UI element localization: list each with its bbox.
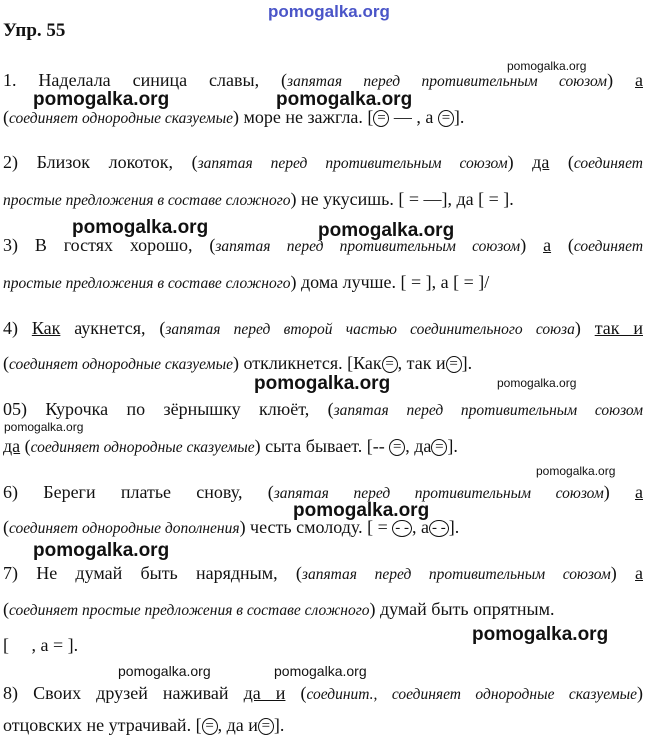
predicate-circle: = bbox=[382, 356, 398, 373]
predicate-circle: = bbox=[373, 110, 389, 127]
watermark: pomogalka.org bbox=[276, 89, 413, 110]
comment: соединяет однородные сказуемые bbox=[9, 110, 233, 127]
watermark: pomogalka.org bbox=[118, 663, 211, 679]
watermark: pomogalka.org bbox=[318, 220, 455, 241]
item-3-line-1: 3) В гостях хорошо, (запятая перед противительным союзом) а (соединяет bbox=[3, 235, 643, 255]
watermark: pomogalka.org bbox=[497, 376, 577, 390]
watermark: pomogalka.org bbox=[254, 373, 391, 394]
conjunction: а bbox=[635, 563, 643, 583]
object-circle: - - bbox=[392, 520, 412, 537]
item-2-line-2: простые предложения в составе сложного) не укусишь. [ = —], да [ = ]. bbox=[3, 189, 514, 209]
conjunction: да и bbox=[243, 683, 286, 703]
object-circle: - - bbox=[429, 520, 449, 537]
predicate-circle: = bbox=[431, 439, 447, 456]
comment: соединяет bbox=[573, 238, 643, 255]
comment: запятая перед второй частью соединительного союза bbox=[165, 321, 575, 338]
watermark: pomogalka.org bbox=[293, 500, 430, 521]
conjunction: да bbox=[532, 152, 550, 172]
watermark: pomogalka.org bbox=[536, 464, 616, 478]
conjunction: а bbox=[635, 482, 643, 502]
comment: соединяет однородные дополнения bbox=[9, 520, 240, 537]
item-5-line-1: 05) Курочка по зёрнышку клюёт, (запятая перед противительным союзом bbox=[3, 399, 643, 419]
conjunction: а bbox=[635, 70, 643, 90]
watermark: pomogalka.org bbox=[507, 59, 587, 73]
item-3-line-2: простые предложения в составе сложного) дома лучше. [ = ], а [ = ]/ bbox=[3, 272, 490, 292]
conjunction: так и bbox=[594, 318, 643, 338]
watermark-top[interactable]: pomogalka.org bbox=[268, 2, 390, 21]
predicate-circle: = bbox=[202, 718, 218, 735]
comment: простые предложения в составе сложного bbox=[3, 192, 291, 209]
comment: запятая перед противительным союзом bbox=[287, 73, 608, 90]
item-7-line-2: (соединяет простые предложения в составе сложного) думай быть опрятным. bbox=[3, 599, 555, 619]
watermark: pomogalka.org bbox=[72, 217, 209, 238]
watermark: pomogalka.org bbox=[472, 624, 609, 645]
item-6-line-1: 6) Береги платье снову, (запятая перед противительным союзом) а bbox=[3, 482, 643, 502]
comment: запятая перед противительным союзом bbox=[215, 238, 521, 255]
comment: запятая перед противительным союзом bbox=[333, 402, 643, 419]
comment: соединит., соединяет однородные сказуемые bbox=[306, 686, 637, 703]
item-4-line-2: (соединяет однородные сказуемые) откликнется. [Как = , так и = ]. bbox=[3, 353, 473, 373]
comment: соединяет простые предложения в составе сложного bbox=[9, 602, 370, 619]
item-7-line-3: [ , а = ]. bbox=[3, 635, 79, 655]
conjunction: а bbox=[543, 235, 552, 255]
item-8-line-2: отцовских не утрачивай. [ = , да и = ]. bbox=[3, 715, 285, 735]
comment: простые предложения в составе сложного bbox=[3, 275, 291, 292]
comment: запятая перед противительным союзом bbox=[197, 155, 508, 172]
conjunction: да bbox=[3, 436, 21, 456]
item-7-line-1: 7) Не думай быть нарядным, (запятая перед противительным союзом) а bbox=[3, 563, 643, 583]
item-1-line-1: 1. Наделала синица славы, (запятая перед противительным союзом) а bbox=[3, 70, 643, 90]
item-6-line-2: (соединяет однородные дополнения) честь смолоду. [ = - - , а - - ]. bbox=[3, 517, 460, 537]
watermark: pomogalka.org bbox=[33, 89, 170, 110]
item-5-line-2: да (соединяет однородные сказуемые) сыта бывает. [-- = , да = ]. bbox=[3, 436, 458, 456]
comment: соединяет однородные сказуемые bbox=[30, 439, 255, 456]
watermark: pomogalka.org bbox=[274, 663, 367, 679]
item-1-line-2: (соединяет однородные сказуемые) море не зажгла. [ = — , а = ]. bbox=[3, 107, 465, 127]
comment: соединяет однородные сказуемые bbox=[9, 356, 233, 373]
comment: запятая перед противительным союзом bbox=[301, 566, 611, 583]
predicate-circle: = bbox=[389, 439, 405, 456]
conjunction: Как bbox=[31, 318, 61, 338]
predicate-circle: = bbox=[438, 110, 454, 127]
predicate-circle: = bbox=[446, 356, 462, 373]
predicate-circle: = bbox=[258, 718, 274, 735]
watermark: pomogalka.org bbox=[4, 420, 84, 434]
item-2-line-1: 2) Близок локоток, (запятая перед противительным союзом) да (соединяет bbox=[3, 152, 643, 172]
comment: соединяет bbox=[573, 155, 643, 172]
watermark: pomogalka.org bbox=[33, 540, 170, 561]
item-8-line-1: 8) Своих друзей наживай да и (соединит., соединяет однородные сказуемые) bbox=[3, 683, 643, 703]
comment: запятая перед противительным союзом bbox=[273, 485, 604, 502]
item-4-line-1: 4) Как аукнется, (запятая перед второй частью соединительного союза) так и bbox=[3, 318, 643, 338]
exercise-title: Упр. 55 bbox=[3, 20, 66, 41]
